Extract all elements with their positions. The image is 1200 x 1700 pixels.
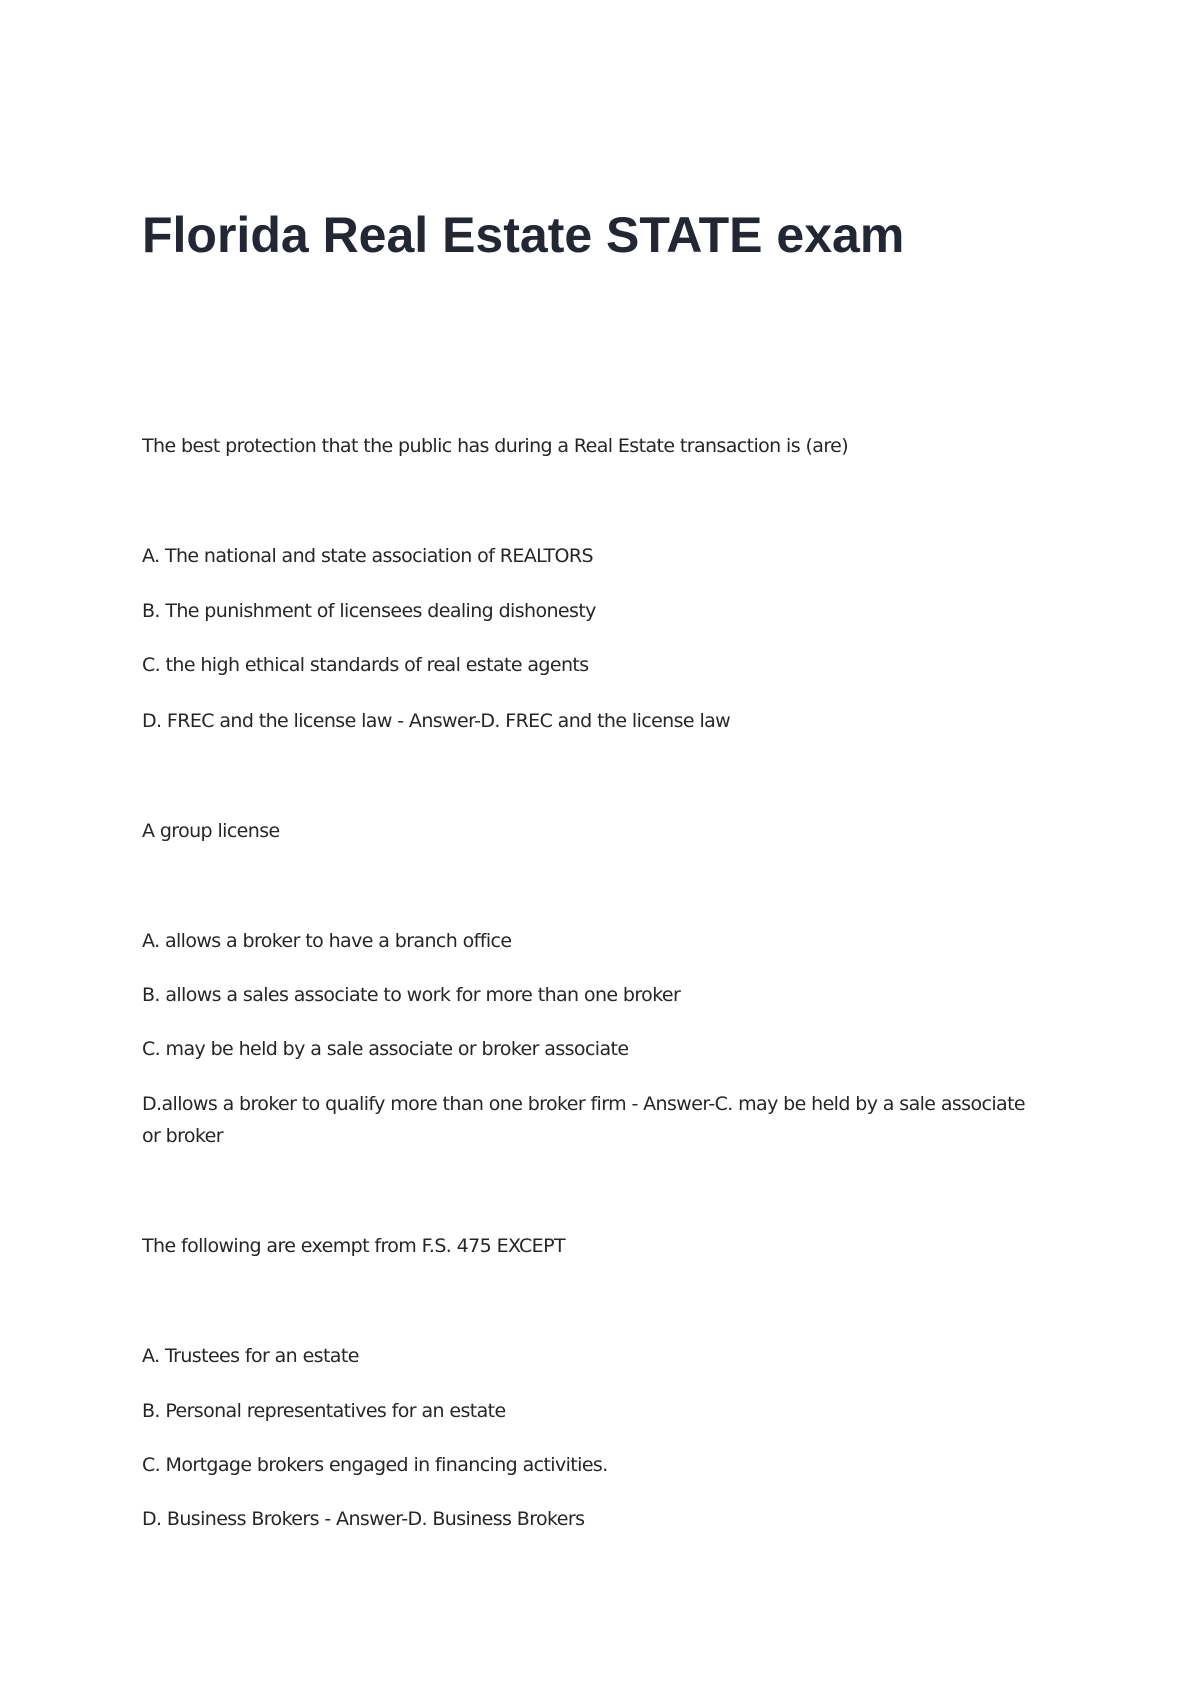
- question-2-option-c: C. may be held by a sale associate or broker associate: [142, 1038, 629, 1060]
- question-1-option-c: C. the high ethical standards of real estate agents: [142, 654, 589, 676]
- question-2-option-d-answer: D.allows a broker to qualify more than one broker firm - Answer-C. may be held by a sale associate or broker: [142, 1093, 1026, 1147]
- question-2-option-b: B. allows a sales associate to work for more than one broker: [142, 984, 681, 1006]
- question-3-option-d-answer: D. Business Brokers - Answer-D. Business Brokers: [142, 1508, 585, 1530]
- document-title: Florida Real Estate STATE exam: [142, 207, 905, 263]
- question-3-option-b: B. Personal representatives for an estate: [142, 1400, 506, 1422]
- question-3-prompt: The following are exempt from F.S. 475 EXCEPT: [142, 1235, 565, 1257]
- question-1-prompt: The best protection that the public has during a Real Estate transaction is (are): [142, 435, 849, 457]
- question-1-option-b: B. The punishment of licensees dealing dishonesty: [142, 600, 596, 622]
- question-2-prompt: A group license: [142, 820, 280, 842]
- question-3-option-c: C. Mortgage brokers engaged in financing activities.: [142, 1454, 608, 1476]
- question-2-option-a: A. allows a broker to have a branch office: [142, 930, 512, 952]
- question-1-option-a: A. The national and state association of REALTORS: [142, 545, 593, 567]
- question-1-option-d-answer: D. FREC and the license law - Answer-D. FREC and the license law: [142, 710, 731, 732]
- question-3-option-a: A. Trustees for an estate: [142, 1345, 359, 1367]
